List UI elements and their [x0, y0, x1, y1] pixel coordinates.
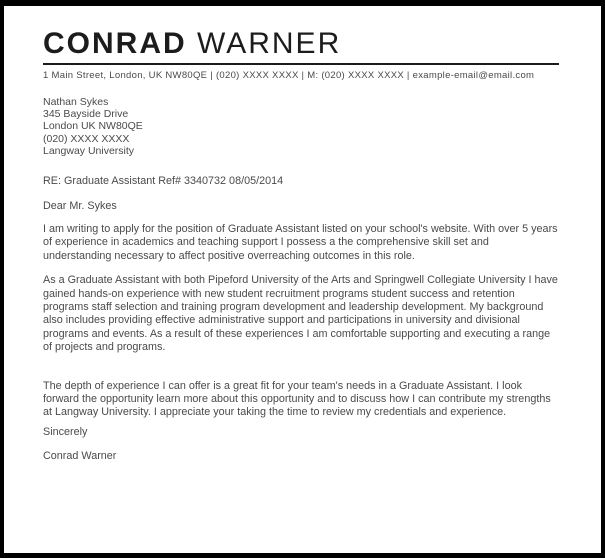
body-paragraph-3: The depth of experience I can offer is a great fit for your team's needs in a Graduate Assistant. I look forward the opportunity learn more about this opportunity and to discuss how I can contribute my strengths at Langway University. I appreciate your taking the time to review my credentials and experience.	[43, 379, 551, 419]
recipient-city: London UK NW80QE	[43, 120, 143, 133]
body-paragraph-2: As a Graduate Assistant with both Pipeford University of the Arts and Springwell Collegiate University I have gained hands-on experience with new student recruitment programs student success and retention programs staff selection and training program development and leadership development. My background also includes providing effective administrative support and participations in university and divisional programs and events. As a result of these experiences I am comfortable supporting and executing a range of projects and programs.	[43, 274, 558, 354]
recipient-organization: Langway University	[43, 144, 135, 157]
page-title	[43, 27, 559, 60]
body-paragraph-1: I am writing to apply for the position of Graduate Assistant listed on your school's website. With over 5 years of experience in academics and teaching support I possess a the comprehensive skill set and understanding necessary to affect positive overreaching outcomes in this role.	[43, 223, 558, 262]
author-first-name: CONRAD	[43, 27, 187, 60]
author-last-name: WARNER	[197, 27, 342, 60]
recipient-name: Nathan Sykes	[43, 96, 109, 108]
signature: Conrad Warner	[43, 449, 117, 462]
salutation: Dear Mr. Sykes	[43, 200, 117, 213]
contact-line: 1 Main Street, London, UK NW80QE | (020) XXXX XXXX | M: (020) XXXX XXXX | example-email@email.com	[43, 70, 535, 81]
closing: Sincerely	[43, 425, 88, 438]
recipient-address	[43, 96, 559, 157]
header-divider	[43, 63, 559, 65]
subject-line: RE: Graduate Assistant Ref# 3340732 08/05/2014	[43, 175, 284, 188]
recipient-phone: (020) XXXX XXXX	[43, 132, 130, 145]
recipient-street: 345 Bayside Drive	[43, 108, 129, 121]
